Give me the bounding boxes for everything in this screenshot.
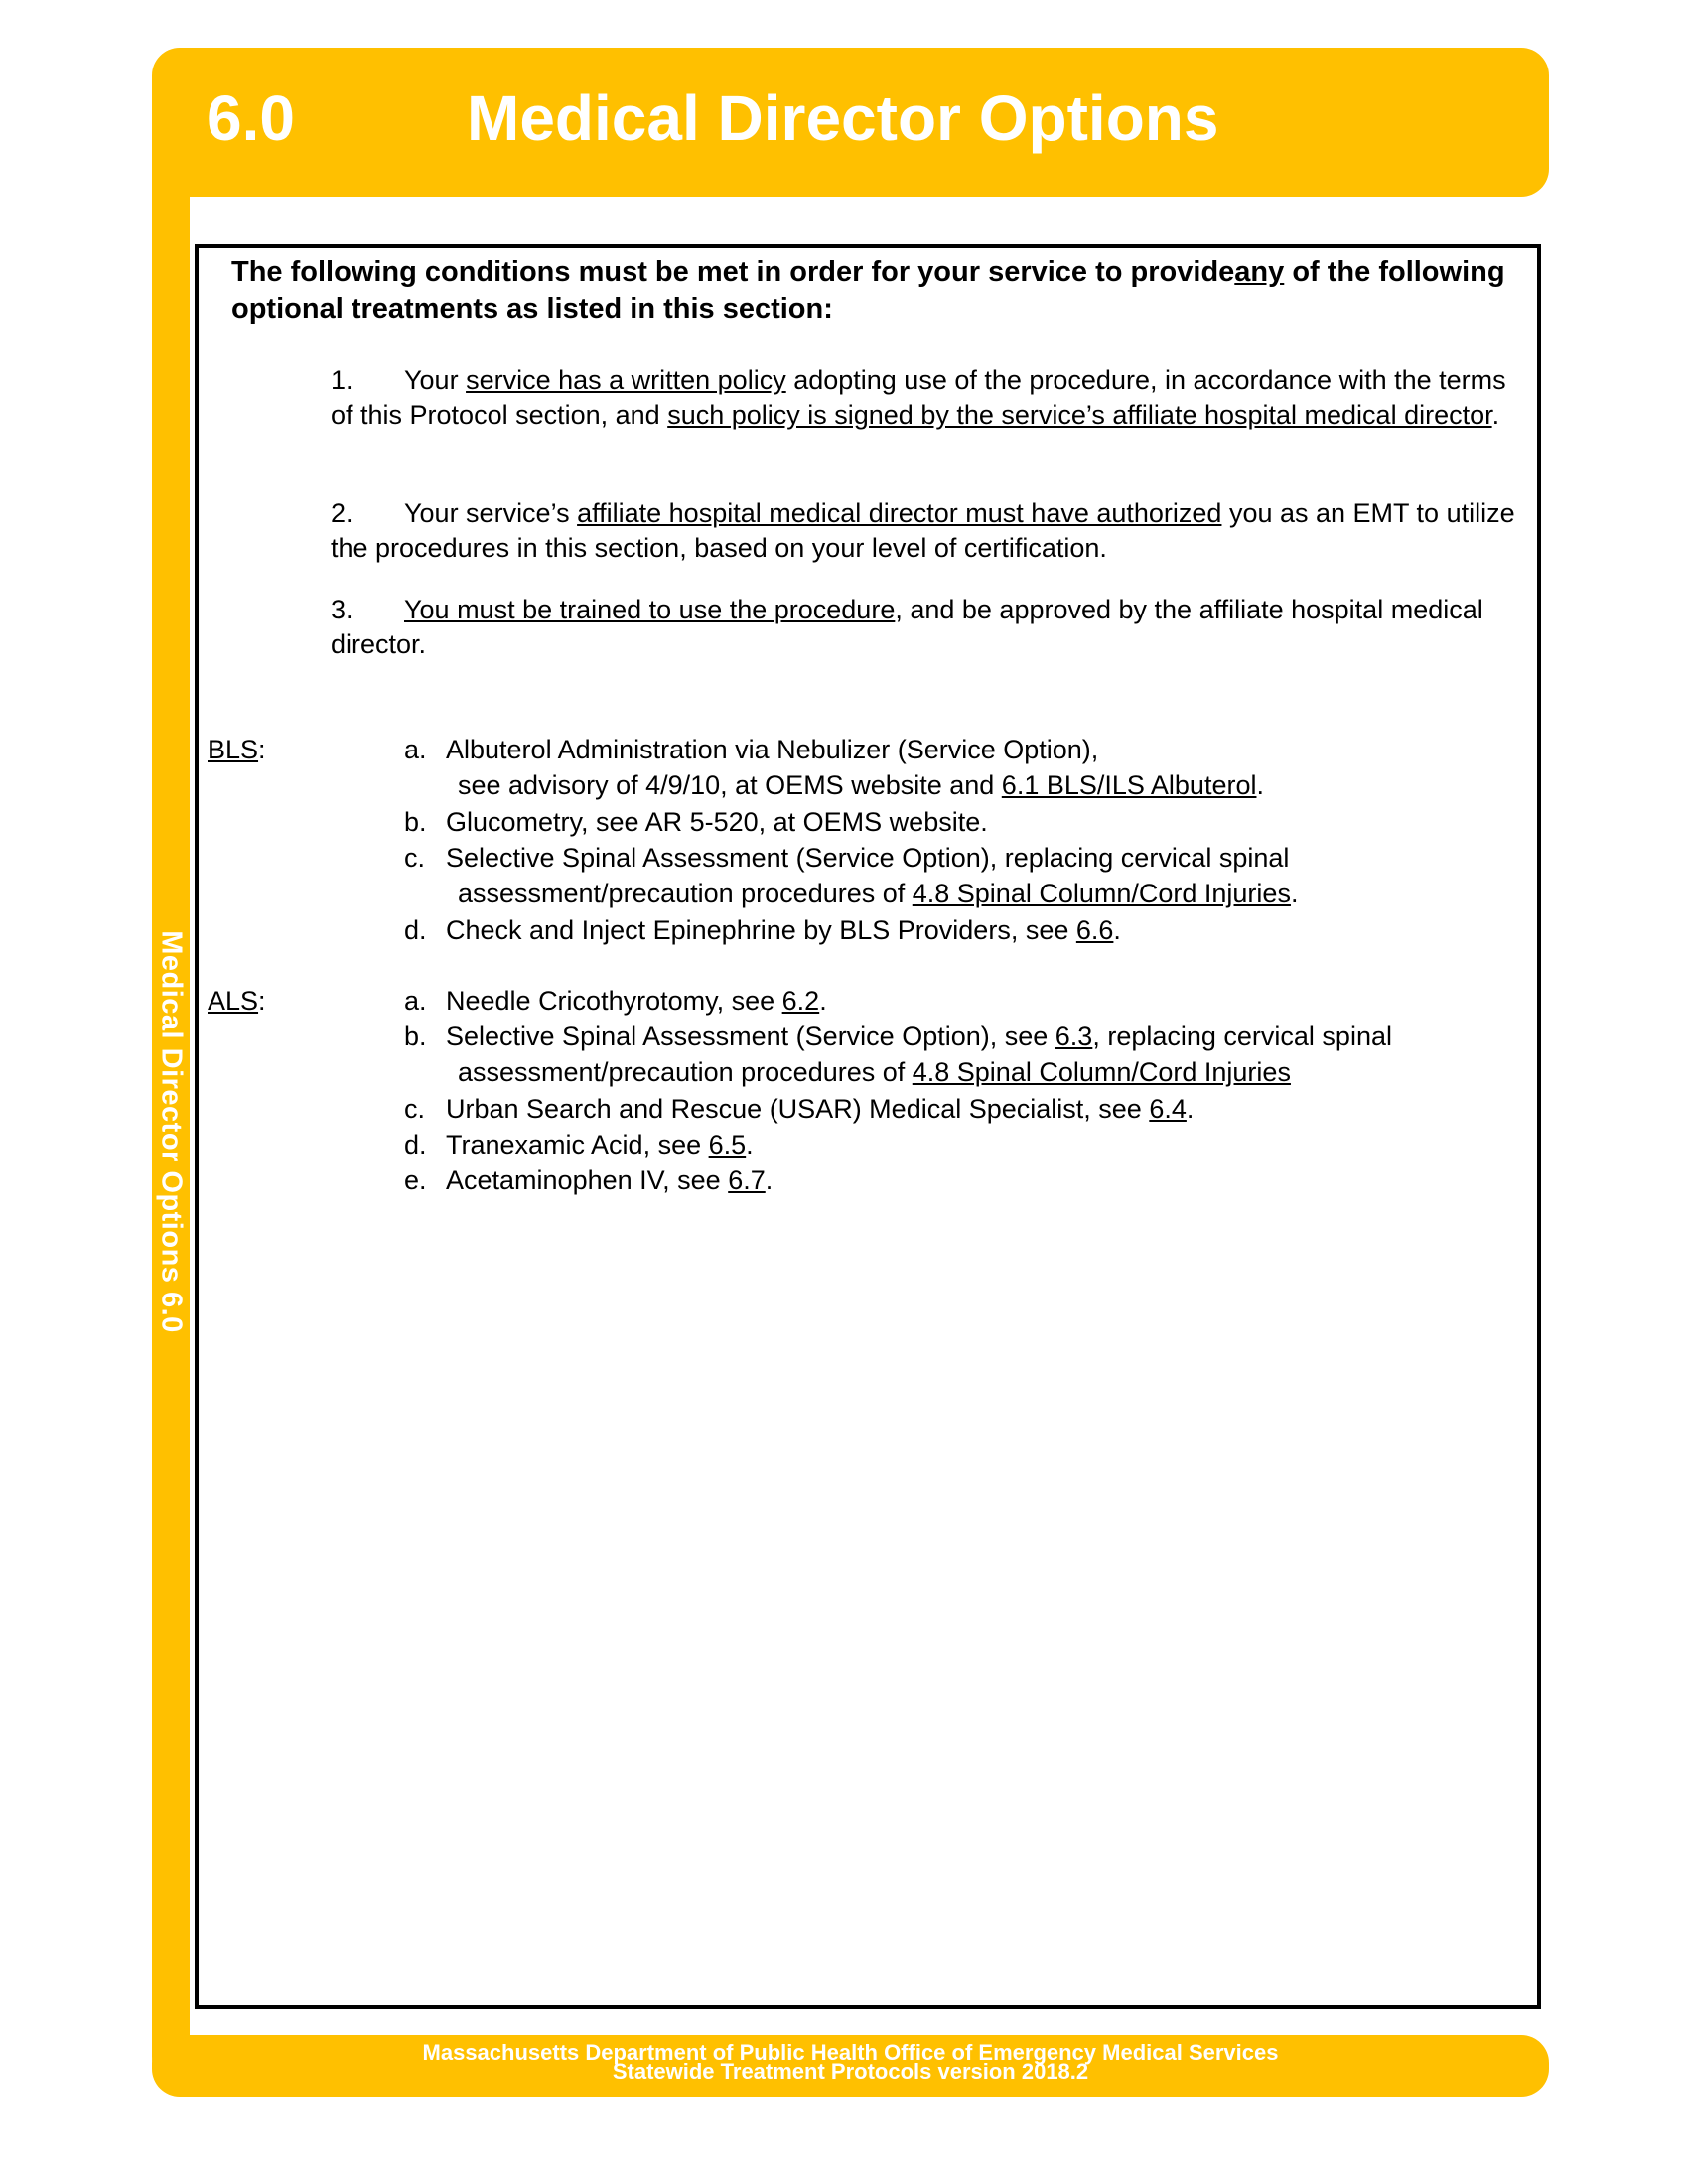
intro-text-2: of the following optional treatments as listed in this section: xyxy=(231,256,1505,325)
item-text: . xyxy=(819,986,827,1016)
item-text: Selective Spinal Assessment (Service Option), see xyxy=(446,1022,1055,1051)
condition-underline: such policy is signed by the service’s affiliate hospital medical director xyxy=(667,400,1492,430)
condition-number: 3. xyxy=(331,595,353,624)
condition-1 xyxy=(331,363,1522,433)
protocol-link[interactable]: 4.8 Spinal Column/Cord Injuries xyxy=(912,879,1291,908)
intro-any: any xyxy=(1234,256,1285,288)
protocol-link[interactable]: 6.6 xyxy=(1075,915,1114,945)
item-text: Glucometry, see AR 5-520, at OEMS website. xyxy=(446,807,988,837)
item-text: . xyxy=(1186,1094,1195,1124)
item-letter: d. xyxy=(404,915,427,945)
protocol-link[interactable]: 4.8 Spinal Column/Cord Injuries xyxy=(912,1057,1291,1087)
item-text: see advisory of 4/9/10, at OEMS website and xyxy=(458,770,1002,800)
list-item xyxy=(404,840,1526,911)
item-letter: b. xyxy=(404,807,427,837)
item-letter: a. xyxy=(404,735,427,764)
list-item xyxy=(404,1127,1526,1162)
item-text: Albuterol Administration via Nebulizer (Service Option), xyxy=(446,735,1099,764)
bls-label: BLS: xyxy=(208,735,266,764)
protocol-link[interactable]: 6.5 xyxy=(708,1130,747,1160)
item-text: . xyxy=(1113,915,1121,945)
list-item xyxy=(404,1019,1526,1090)
list-item xyxy=(404,1091,1526,1127)
item-text: assessment/precaution procedures of xyxy=(458,1057,913,1087)
condition-text: Your xyxy=(404,365,467,395)
condition-text: . xyxy=(1491,400,1500,430)
side-label: Medical Director Options 6.0 xyxy=(155,930,188,1333)
intro-paragraph xyxy=(231,254,1522,328)
condition-2 xyxy=(331,496,1522,566)
item-letter: c. xyxy=(404,843,426,873)
item-text: Acetaminophen IV, see xyxy=(446,1165,729,1195)
condition-3 xyxy=(331,593,1522,662)
item-text: assessment/precaution procedures of xyxy=(458,879,913,908)
item-letter: e. xyxy=(404,1165,427,1195)
item-letter: b. xyxy=(404,1022,427,1051)
item-text: Needle Cricothyrotomy, see xyxy=(446,986,782,1016)
protocol-link[interactable]: 6.2 xyxy=(781,986,820,1016)
footer-line-1: Massachusetts Department of Public Health Office of Emergency Medical Services xyxy=(422,2040,1279,2065)
footer xyxy=(152,2040,1549,2084)
footer-line-2: Statewide Treatment Protocols version 2018.2 xyxy=(612,2059,1089,2084)
protocol-link[interactable]: 6.4 xyxy=(1149,1094,1187,1124)
item-text: Urban Search and Rescue (USAR) Medical Specialist, see xyxy=(446,1094,1150,1124)
section-number: 6.0 xyxy=(207,82,295,154)
item-text: . xyxy=(765,1165,774,1195)
list-item xyxy=(404,983,1526,1019)
list-item xyxy=(404,804,1526,840)
list-item xyxy=(404,1162,1526,1198)
item-text: Selective Spinal Assessment (Service Option), replacing cervical spinal xyxy=(446,843,1290,873)
condition-underline: affiliate hospital medical director must have authorized xyxy=(577,498,1222,528)
item-text: . xyxy=(746,1130,754,1160)
item-text: . xyxy=(1256,770,1264,800)
condition-text: , and be approved by the affiliate hospital medical director. xyxy=(331,595,1483,659)
item-text: , replacing cervical spinal xyxy=(1092,1022,1392,1051)
item-letter: c. xyxy=(404,1094,426,1124)
protocol-link[interactable]: 6.1 BLS/ILS Albuterol xyxy=(1001,770,1257,800)
condition-underline: You must be trained to use the procedure xyxy=(404,595,896,624)
condition-text: adopting use of the procedure, in accordance with the terms of this Protocol section, and xyxy=(331,365,1506,430)
condition-text: you as an EMT to utilize the procedures in this section, based on your level of certification. xyxy=(331,498,1515,563)
page-title: Medical Director Options xyxy=(467,82,1219,154)
list-item xyxy=(404,912,1526,948)
item-text: . xyxy=(1290,879,1299,908)
protocol-link[interactable]: 6.3 xyxy=(1055,1022,1093,1051)
condition-text: Your service’s xyxy=(404,498,578,528)
als-label: ALS: xyxy=(208,986,266,1016)
als-label-text: ALS xyxy=(208,986,259,1016)
item-letter: a. xyxy=(404,986,427,1016)
intro-text-1: The following conditions must be met in order for your service to provide xyxy=(231,256,1235,288)
condition-underline: service has a written policy xyxy=(466,365,786,395)
item-text: Tranexamic Acid, see xyxy=(446,1130,709,1160)
bls-label-text: BLS xyxy=(208,735,259,764)
condition-number: 2. xyxy=(331,498,353,528)
condition-number: 1. xyxy=(331,365,353,395)
list-item xyxy=(404,732,1526,803)
item-letter: d. xyxy=(404,1130,427,1160)
item-text: Check and Inject Epinephrine by BLS Providers, see xyxy=(446,915,1076,945)
protocol-link[interactable]: 6.7 xyxy=(728,1165,766,1195)
